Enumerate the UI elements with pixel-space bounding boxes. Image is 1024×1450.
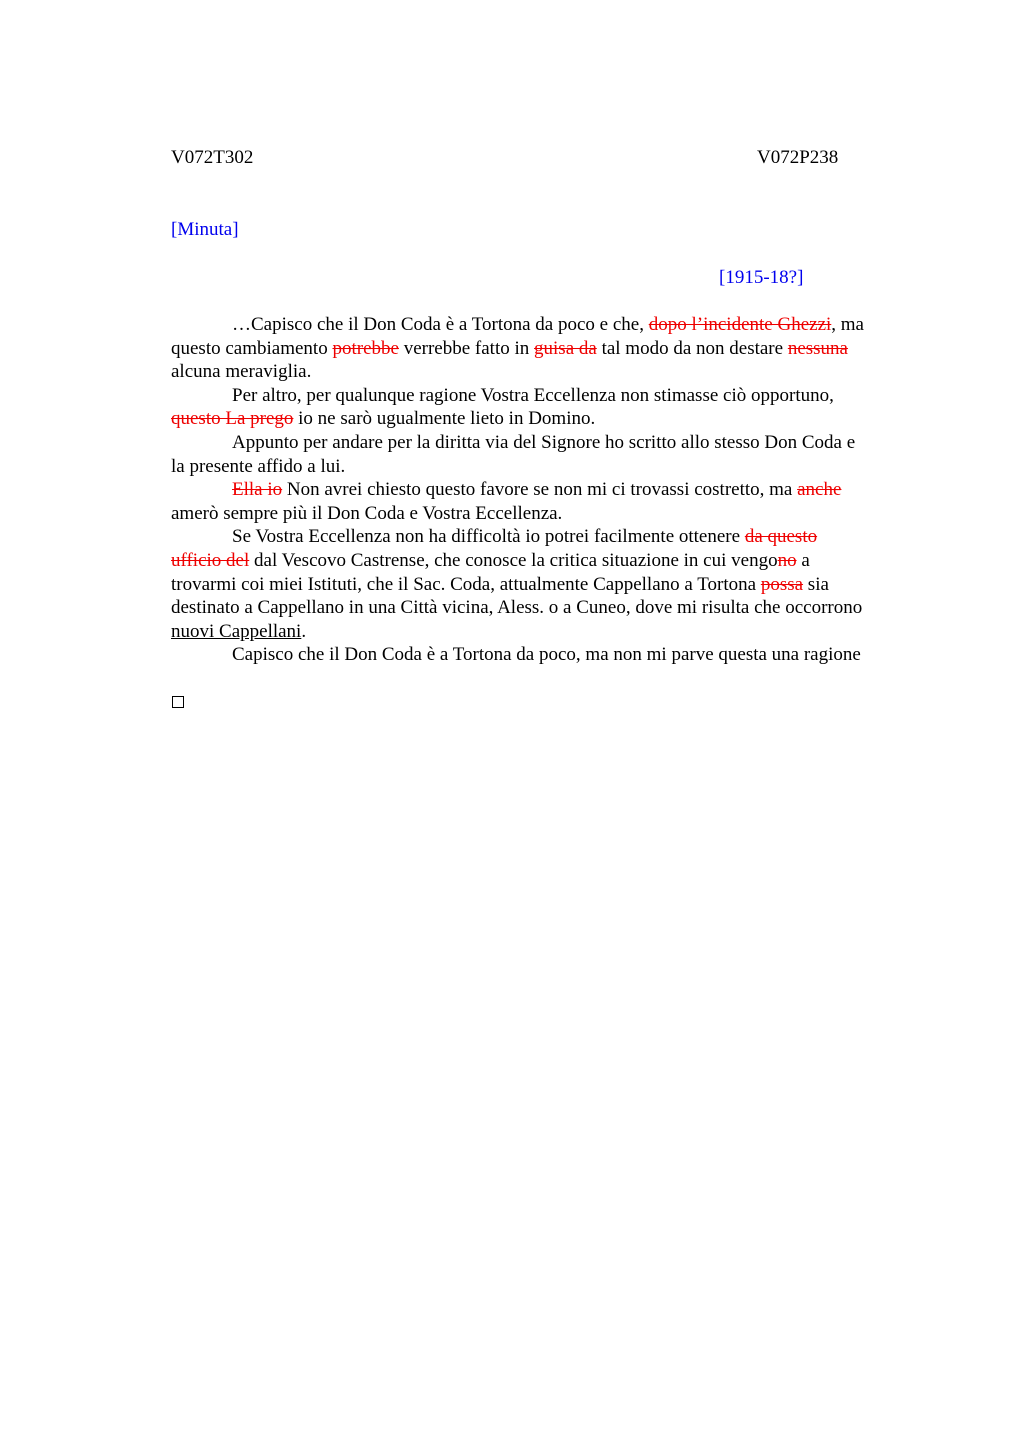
text-line	[171, 549, 925, 573]
text-segment: …Capisco che il Don Coda è a Tortona da poco e che,	[232, 314, 649, 335]
text-line	[171, 502, 925, 526]
deleted-text: dopo l’incidente Ghezzi	[648, 314, 832, 335]
text-segment: Se Vostra Eccellenza non ha difficoltà io potrei facilmente ottenere	[232, 526, 745, 548]
text-line	[171, 596, 925, 620]
text-line	[171, 337, 925, 361]
text-segment: questo cambiamento	[171, 337, 333, 359]
text-segment: trovarmi coi miei Istituti, che il Sac. Coda, attualmente Cappellano a Tortona	[171, 573, 761, 595]
text-segment: verrebbe fatto in	[398, 337, 535, 359]
deleted-text: nessuna	[787, 337, 848, 359]
document-reference-code: V072T302	[171, 147, 254, 168]
page-reference-code: V072P238	[757, 147, 839, 168]
text-segment: Per altro, per qualunque ragione Vostra Eccellenza non stimasse ciò opportuno,	[232, 384, 834, 406]
deleted-text: questo La prego	[171, 408, 294, 430]
text-segment: Capisco che il Don Coda è a Tortona da poco, ma non mi parve questa una ragione	[232, 644, 861, 666]
text-line	[171, 431, 925, 455]
text-segment: io ne sarò ugualmente lieto in Domino.	[293, 408, 596, 430]
checkbox-icon	[172, 696, 184, 708]
text-line	[171, 455, 925, 479]
text-segment: la presente affido a lui.	[171, 455, 346, 477]
text-segment: .	[301, 620, 307, 642]
deleted-text: anche	[797, 479, 842, 501]
document-type-label: [Minuta]	[171, 219, 239, 240]
deleted-text: no	[777, 549, 797, 571]
text-segment: Non avrei chiesto questo favore se non mi ci trovassi costretto, ma	[282, 479, 798, 501]
underlined-text: nuovi Cappellani	[171, 620, 302, 642]
text-line	[171, 643, 925, 667]
text-line	[171, 384, 925, 408]
document-date: [1915-18?]	[719, 267, 804, 288]
text-line	[171, 573, 925, 597]
text-segment: alcuna meraviglia.	[171, 361, 312, 383]
deleted-text: ufficio del	[171, 549, 250, 571]
letter-body	[171, 313, 925, 667]
deleted-text: guisa da	[534, 337, 597, 359]
text-segment: sia	[803, 573, 829, 595]
text-segment: tal modo da non destare	[596, 337, 788, 359]
text-line	[171, 360, 925, 384]
text-segment: Appunto per andare per la diritta via del Signore ho scritto allo stesso Don Coda e	[232, 431, 856, 453]
text-line	[171, 620, 925, 644]
text-segment: amerò sempre più il Don Coda e Vostra Eccellenza.	[171, 502, 563, 524]
text-segment: , ma	[831, 314, 864, 335]
deleted-text: possa	[760, 573, 804, 595]
deleted-text: da questo	[744, 526, 818, 548]
text-segment: dal Vescovo Castrense, che conosce la critica situazione in cui vengo	[249, 549, 778, 571]
text-line	[171, 525, 925, 549]
text-segment: a	[796, 549, 810, 571]
text-line	[171, 407, 925, 431]
deleted-text: Ella io	[232, 479, 283, 501]
deleted-text: potrebbe	[332, 337, 399, 359]
text-line	[171, 478, 925, 502]
text-line	[171, 313, 925, 337]
text-segment: destinato a Cappellano in una Città vicina, Aless. o a Cuneo, dove mi risulta che occorrono	[171, 597, 863, 619]
